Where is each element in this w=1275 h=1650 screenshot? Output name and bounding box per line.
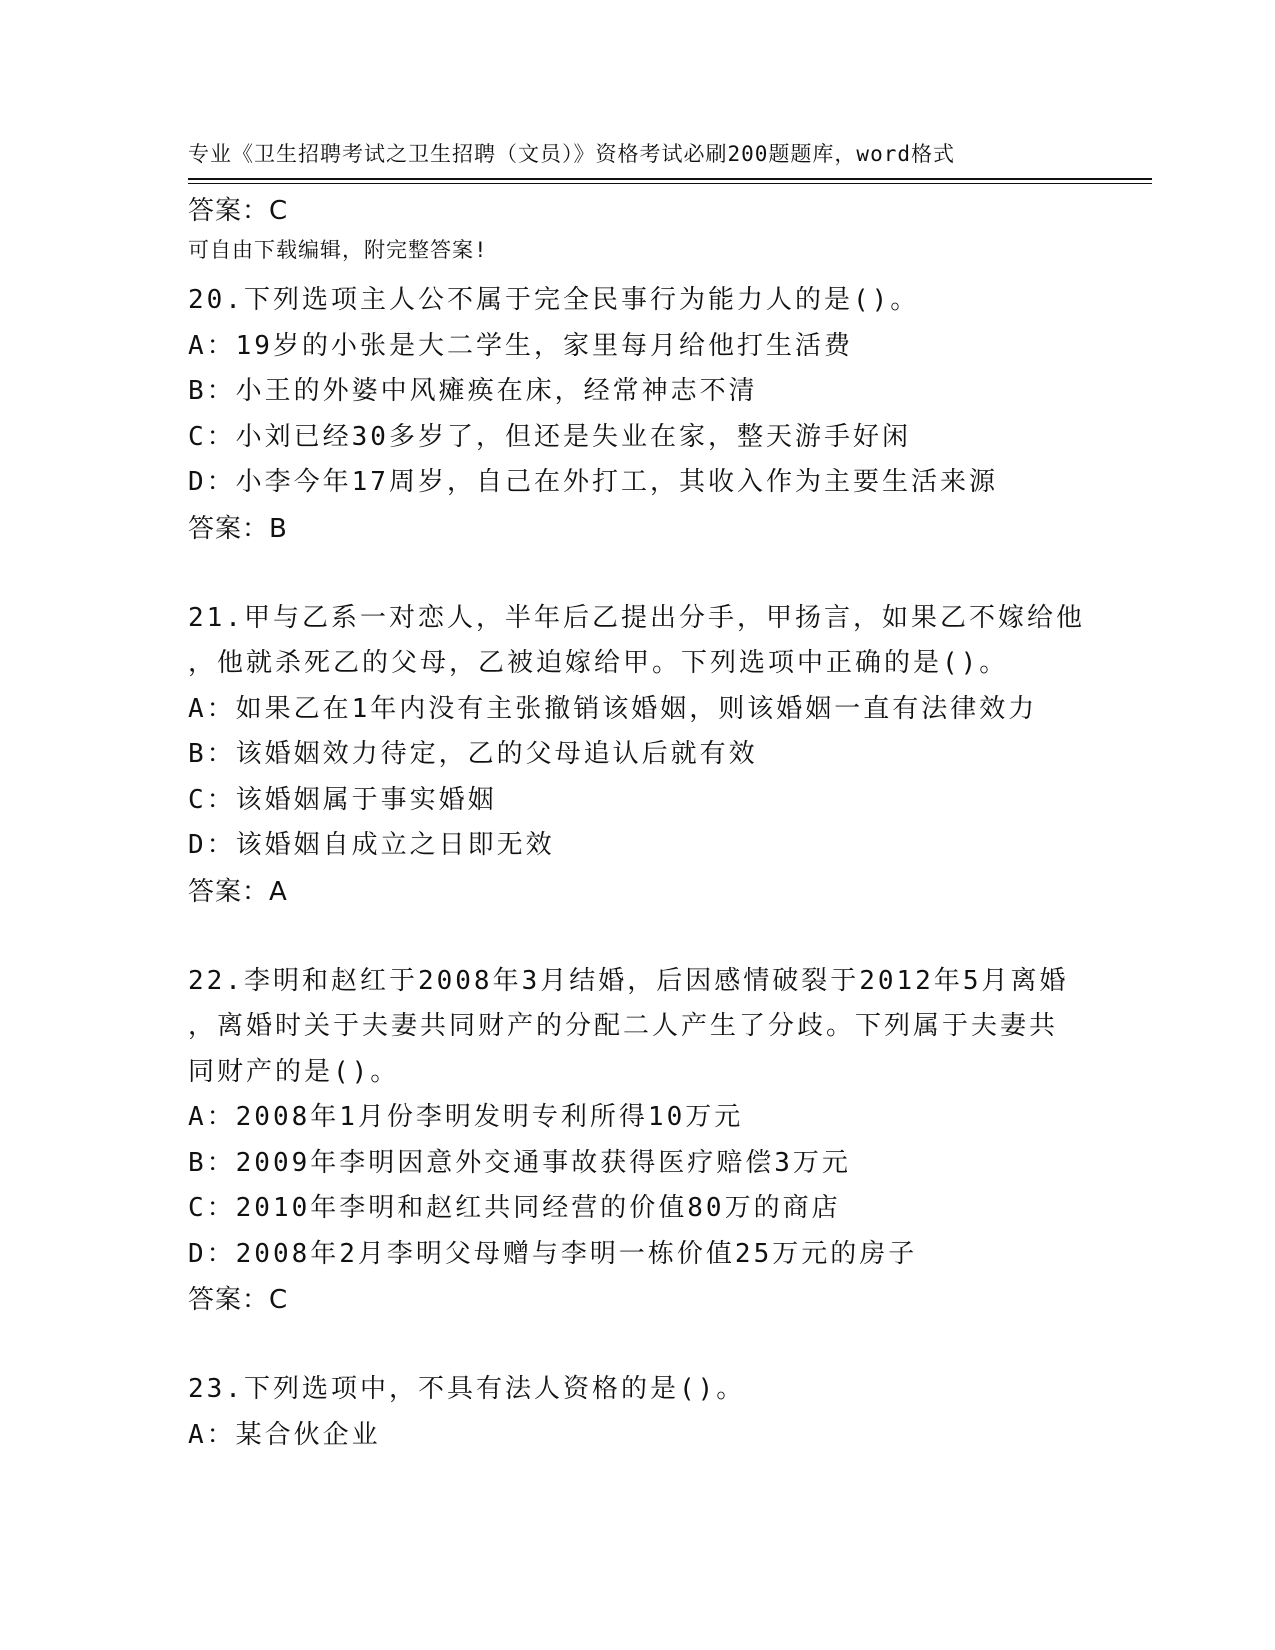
- question-text: 同财产的是()。: [188, 1056, 400, 1087]
- question-block-21: [188, 596, 1088, 915]
- option-c: C：该婚姻属于事实婚姻: [188, 784, 497, 815]
- option-a: A：2008年1月份李明发明专利所得10万元: [188, 1102, 744, 1132]
- block-gap: [188, 234, 1088, 278]
- answer-line: 答案：A: [188, 876, 288, 907]
- question-text: ，他就杀死乙的父母，乙被迫嫁给甲。下列选项中正确的是()。: [188, 648, 1009, 678]
- question-text: 23.下列选项中，不具有法人资格的是()。: [188, 1374, 746, 1404]
- option-d: D：2008年2月李明父母赠与李明一栋价值25万元的房子: [188, 1238, 918, 1269]
- block-gap: [188, 552, 1088, 596]
- block-gap: [188, 1323, 1088, 1367]
- option-c: C：小刘已经30多岁了，但还是失业在家，整天游手好闲: [188, 421, 911, 452]
- question-list: [188, 188, 1088, 1458]
- question-block-23: [188, 1367, 1088, 1458]
- option-b: B：2009年李明因意外交通事故获得医疗赔偿3万元: [188, 1147, 851, 1178]
- answer-line: 答案：C: [188, 1285, 289, 1315]
- header-line-2: 可自由下载编辑，附完整答案!: [188, 238, 488, 262]
- answer-line: 答案：B: [188, 513, 288, 544]
- question-text: ，离婚时关于夫妻共同财产的分配二人产生了分歧。下列属于夫妻共: [188, 1011, 1059, 1041]
- option-b: B：小王的外婆中风瘫痪在床，经常神志不清: [188, 376, 758, 406]
- option-a: A：某合伙企业: [188, 1419, 381, 1450]
- question-text: 20.下列选项主人公不属于完全民事行为能力人的是()。: [188, 285, 920, 315]
- question-text: 21.甲与乙系一对恋人，半年后乙提出分手，甲扬言，如果乙不嫁给他: [188, 602, 1085, 633]
- option-d: D：该婚姻自成立之日即无效: [188, 830, 555, 860]
- block-gap: [188, 915, 1088, 959]
- question-text: 22.李明和赵红于2008年3月结婚，后因感情破裂于2012年5月离婚: [188, 965, 1069, 996]
- header-rule-thick: [188, 178, 1152, 180]
- option-a: A：如果乙在1年内没有主张撤销该婚姻，则该婚姻一直有法律效力: [188, 693, 1038, 724]
- option-b: B：该婚姻效力待定，乙的父母追认后就有效: [188, 739, 758, 769]
- option-a: A：19岁的小张是大二学生，家里每月给他打生活费: [188, 330, 853, 361]
- header-rule-thin: [188, 183, 1152, 184]
- question-block-20: [188, 278, 1088, 552]
- question-block-22: [188, 959, 1088, 1324]
- option-c: C：2010年李明和赵红共同经营的价值80万的商店: [188, 1193, 841, 1223]
- answer-line: 答案：C: [188, 196, 289, 226]
- option-d: D：小李今年17周岁，自己在外打工，其收入作为主要生活来源: [188, 467, 998, 497]
- header-line-1: 专业《卫生招聘考试之卫生招聘（文员）》资格考试必刷200题题库，word格式: [188, 142, 955, 166]
